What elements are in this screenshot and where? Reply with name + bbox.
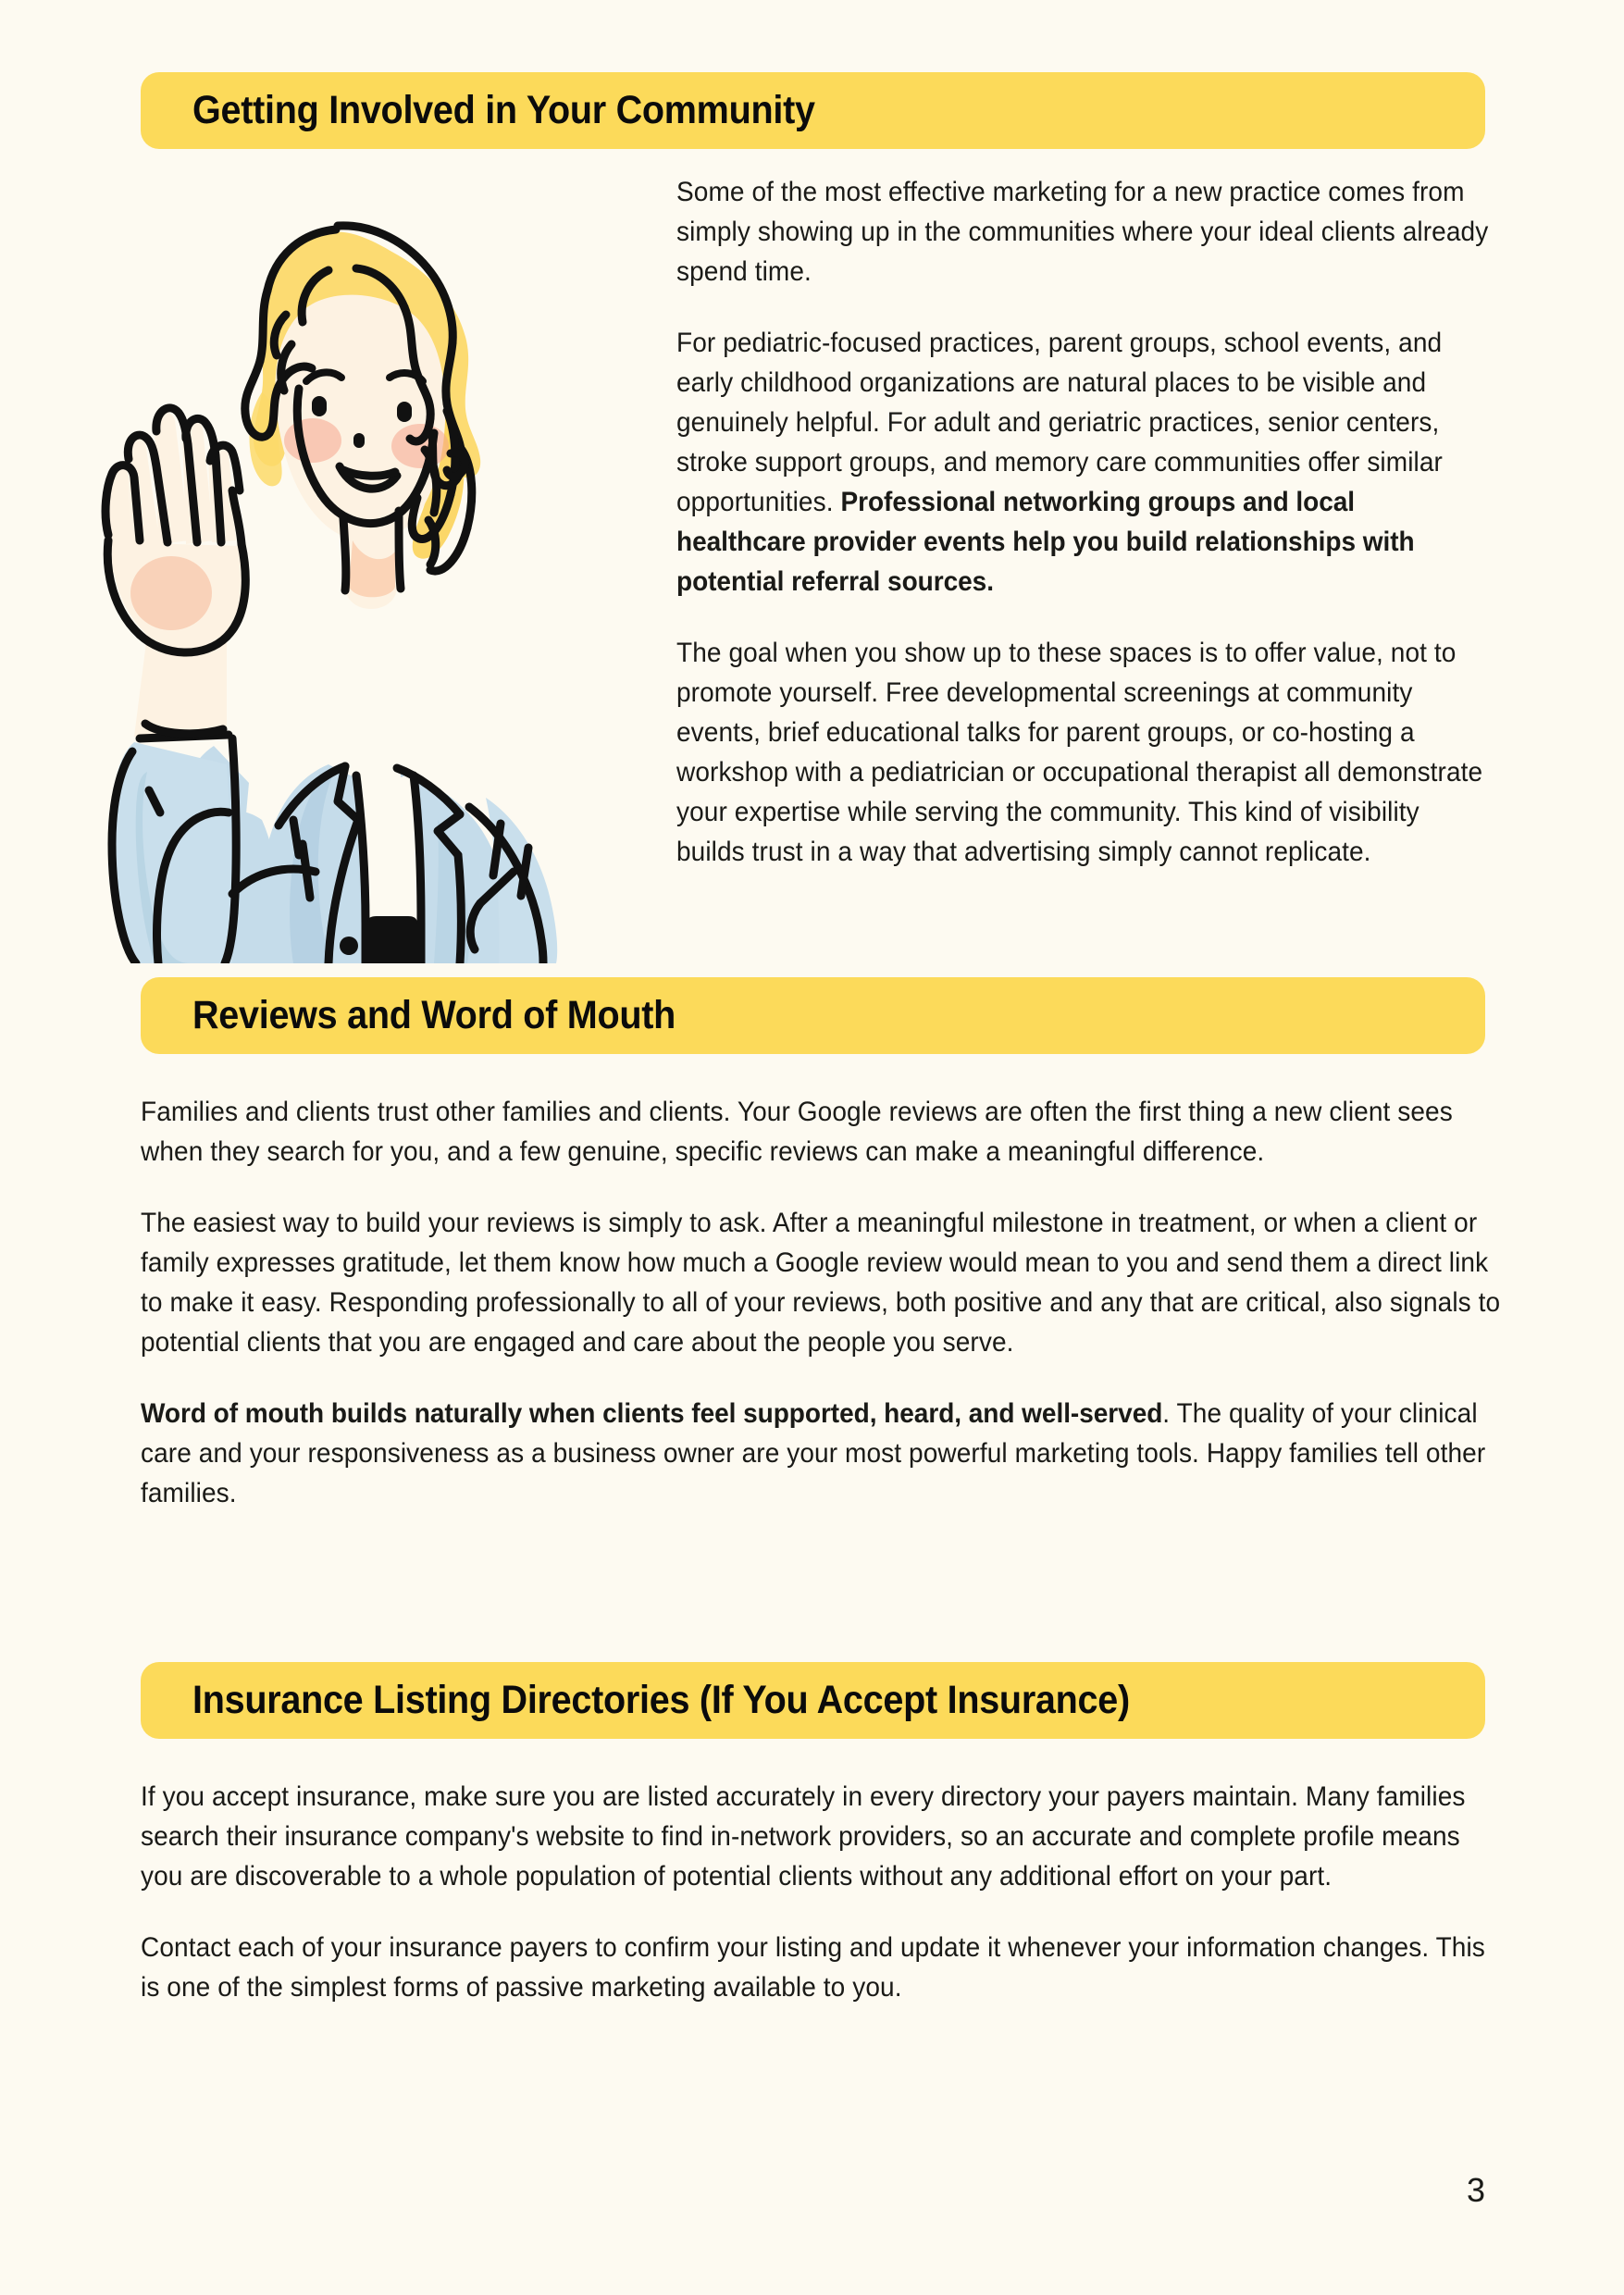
reviews-paragraphs (141, 1092, 1505, 1513)
paragraph-run-bold: Word of mouth builds naturally when clients feel supported, heard, and well-served (141, 1398, 1163, 1429)
intro-two-column-zone (0, 172, 1624, 968)
woman-waving-illustration (51, 172, 652, 963)
section-heading-community: Getting Involved in Your Community (192, 88, 815, 132)
paragraph-run: The goal when you show up to these spaces is to offer value, not to promote yourself. Free developmental screenings at community events, brief educational talks for parent groups, or co-hosting a workshop with a pediatrician or occupational therapist all demonstrate your expertise while serving the community. This kind of visibility builds trust in a way that advertising simply cannot replicate. (676, 638, 1483, 867)
paragraph (141, 1928, 1505, 2007)
woman-waving-icon (51, 172, 652, 963)
insurance-body-copy (141, 1777, 1506, 2007)
section-heading-insurance: Insurance Listing Directories (If You Accept Insurance) (192, 1678, 1130, 1722)
paragraph-run-bold: Professional networking groups and local healthcare provider events help you build relationships with potential referral sources. (676, 487, 1415, 597)
paragraph (141, 1092, 1505, 1172)
section-banner-reviews (141, 977, 1485, 1054)
section-banner-insurance (141, 1662, 1485, 1739)
paragraph-run: For pediatric-focused practices, parent groups, school events, and early childhood organizations are natural places to be visible and genuinely helpful. For adult and geriatric practices, senior centers, stroke support groups, and memory care communities offer similar opportunities. (676, 328, 1443, 517)
section-heading-reviews: Reviews and Word of Mouth (192, 993, 676, 1037)
paragraph (141, 1394, 1505, 1513)
paragraph (676, 172, 1490, 292)
paragraph-run: Families and clients trust other families and clients. Your Google reviews are often the first thing a new client sees when they search for you, and a few genuine, specific reviews can make a meaningful difference. (141, 1097, 1453, 1167)
paragraph (141, 1777, 1505, 1896)
page-number: 3 (1466, 2171, 1485, 2209)
paragraph-run: Some of the most effective marketing for a new practice comes from simply showing up in the communities where your ideal clients already spend time. (676, 177, 1489, 287)
paragraph-run: . The quality of your clinical care and your responsiveness as a business owner are your most powerful marketing tools. Happy families tell other families. (141, 1398, 1486, 1508)
insurance-paragraphs (141, 1777, 1505, 2007)
paragraph (676, 323, 1490, 602)
paragraph (141, 1203, 1505, 1362)
section-banner-community (141, 72, 1485, 149)
community-body-copy (676, 172, 1491, 872)
community-paragraphs (676, 172, 1490, 872)
paragraph-run: If you accept insurance, make sure you are listed accurately in every directory your payers maintain. Many families search their insurance company's website to find in-network providers, so an accurate and complete profile means you are discoverable to a whole population of potential clients without any additional effort on your part. (141, 1781, 1466, 1892)
paragraph-run: Contact each of your insurance payers to confirm your listing and update it whenever your information changes. This is one of the simplest forms of passive marketing available to you. (141, 1932, 1485, 2003)
paragraph-run: The easiest way to build your reviews is simply to ask. After a meaningful milestone in treatment, or when a client or family expresses gratitude, let them know how much a Google review would mean to you and send them a direct link to make it easy. Responding professionally to all of your reviews, both positive and any that are critical, also signals to potential clients that you are engaged and care about the people you serve. (141, 1208, 1501, 1358)
reviews-body-copy (141, 1092, 1506, 1513)
paragraph (676, 633, 1490, 872)
